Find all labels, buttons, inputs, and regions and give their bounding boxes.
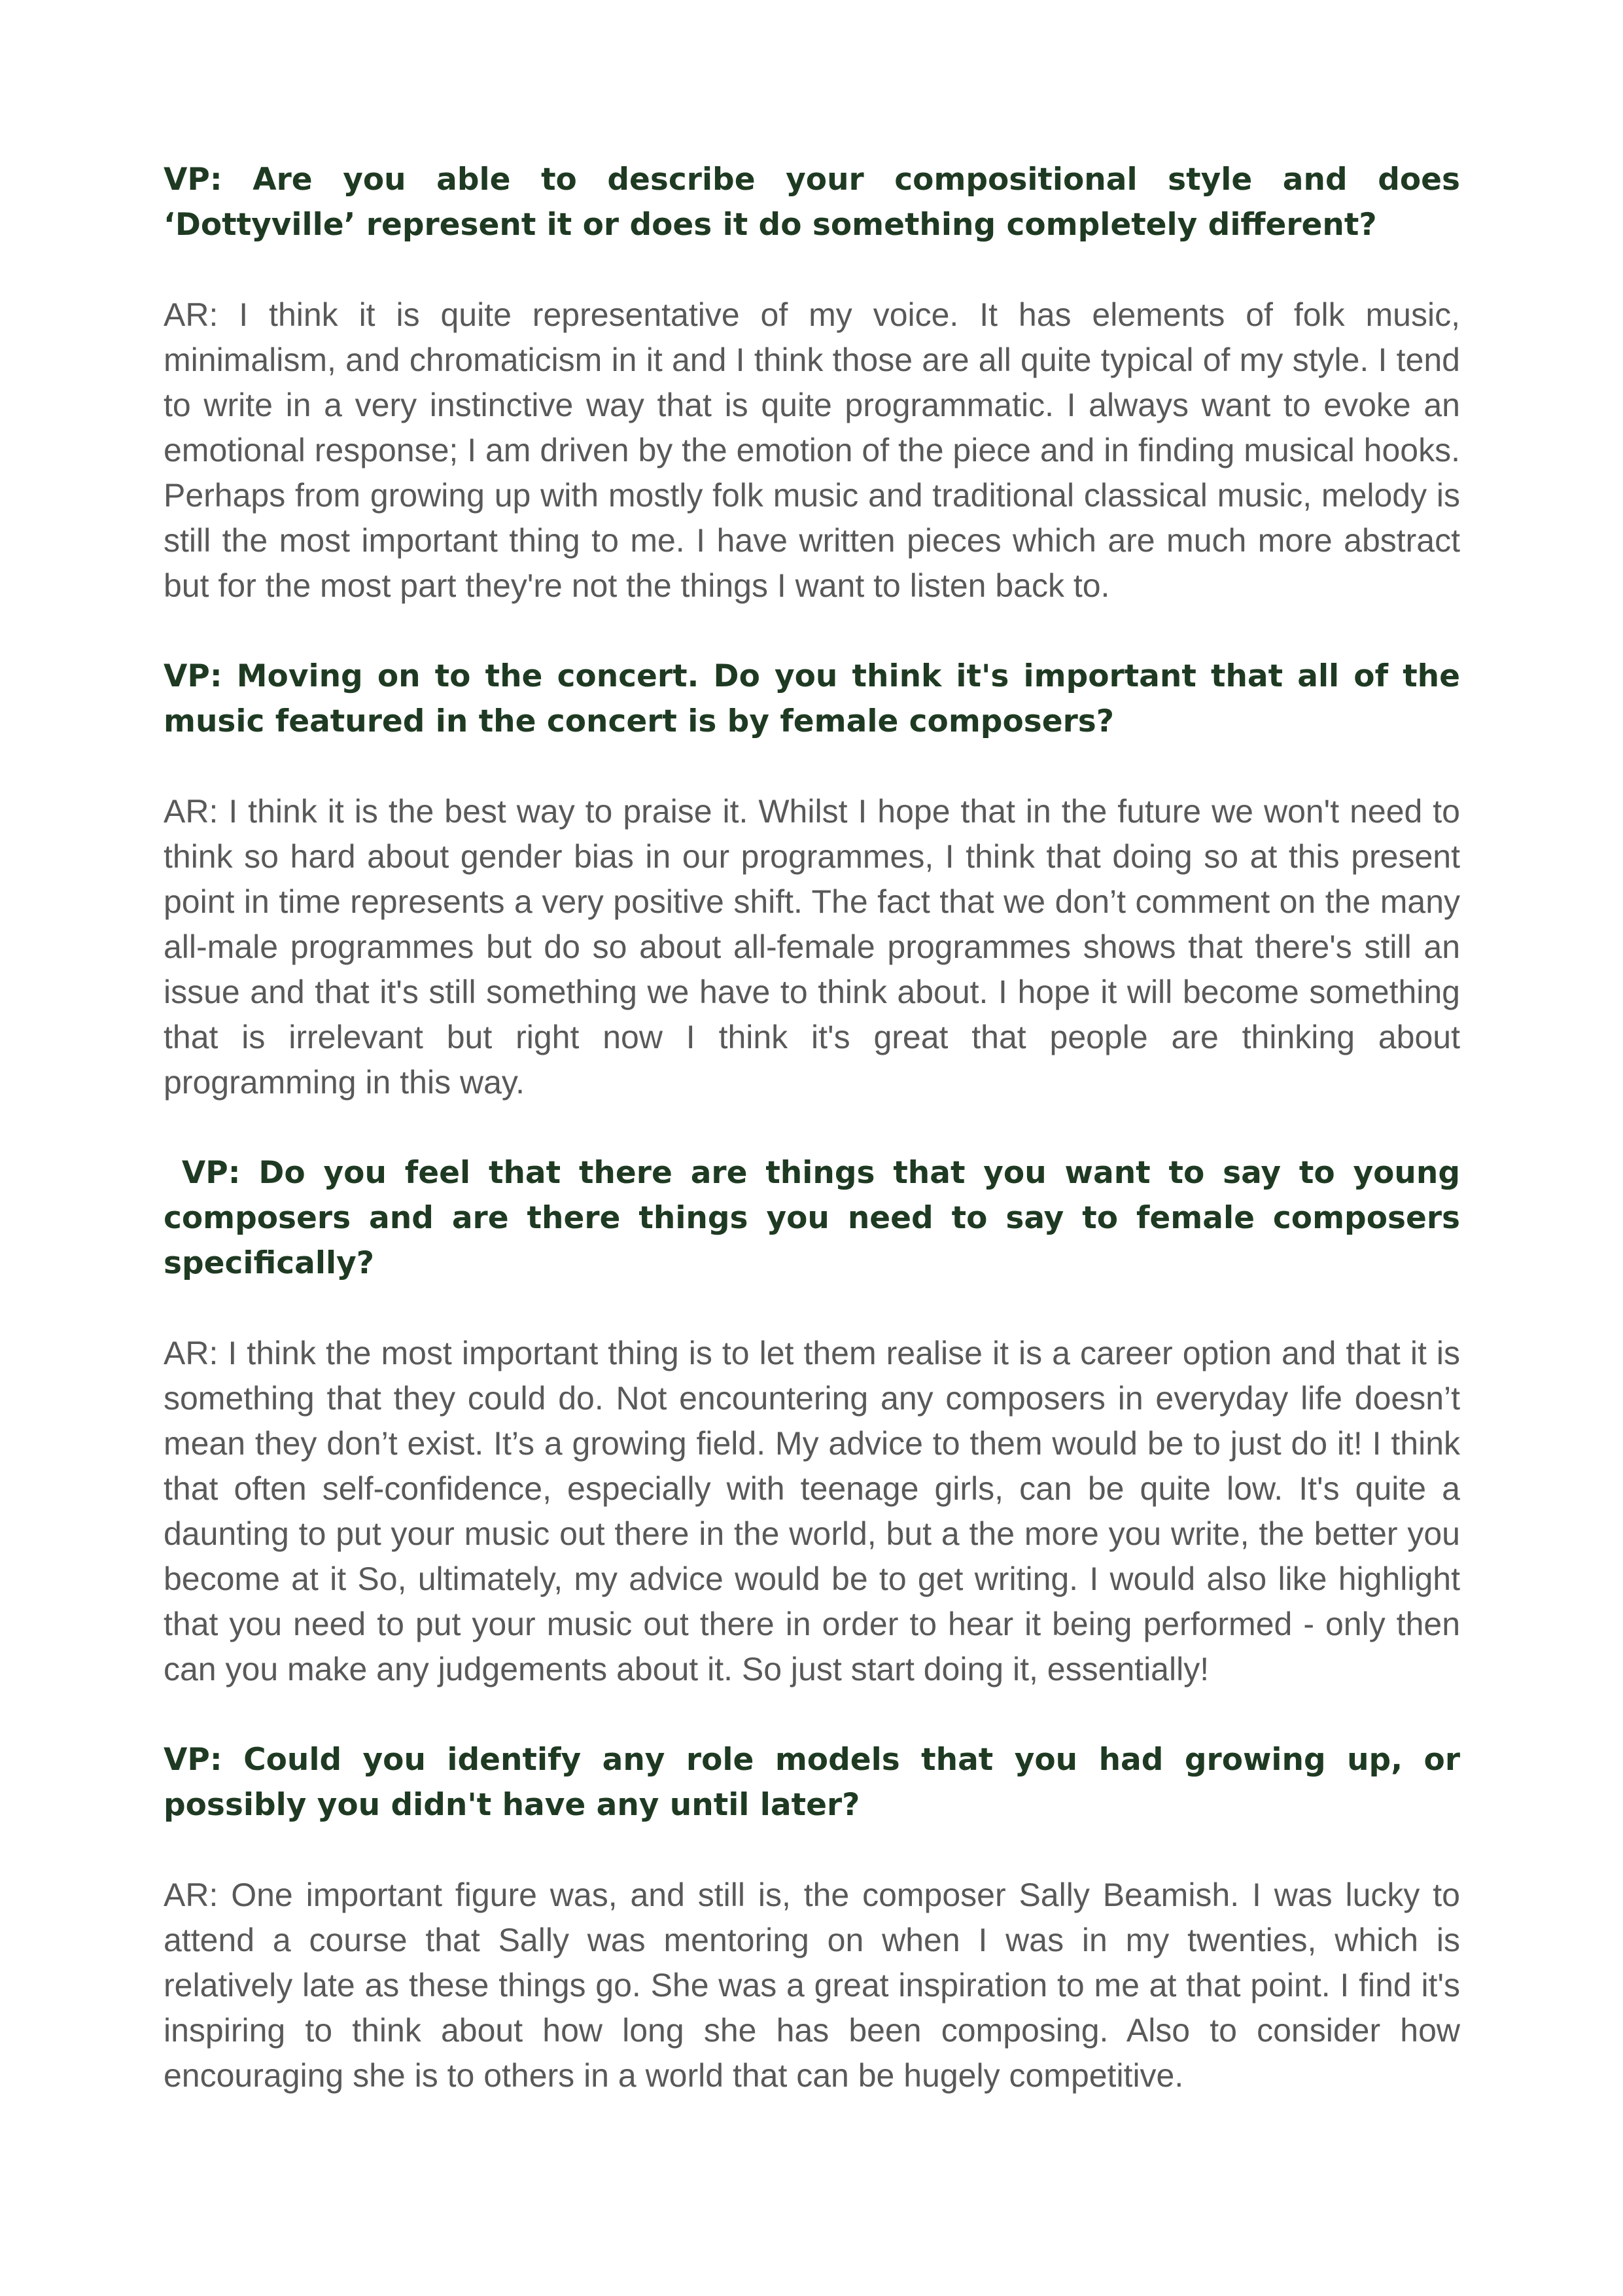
question-2: VP: Moving on to the concert. Do you think it's important that all of the music featured in the concert is by female composers? [164, 658, 1460, 739]
spacer [164, 1692, 1460, 1737]
spacer [164, 744, 1460, 789]
spacer [164, 1105, 1460, 1150]
question-1: VP: Are you able to describe your compositional style and does ‘Dottyville’ represent it or does it do something completely different? [164, 162, 1460, 243]
answer-4: AR: One important figure was, and still is, the composer Sally Beamish. I was lucky to attend a course that Sally was mentoring on when I was in my twenties, which is relatively late as these things go. She was a great inspiration to me at that point. I find it's inspiring to think about how long she has been composing. Also to consider how encouraging she is to others in a world that can be hugely competitive. [164, 1877, 1460, 2094]
answer-1: AR: I think it is quite representative of my voice. It has elements of folk music, minimalism, and chromaticism in it and I think those are all quite typical of my style. I tend to write in a very instinctive way that is quite programmatic. I always want to evoke an emotional response; I am driven by the emotion of the piece and in finding musical hooks. Perhaps from growing up with mostly folk music and traditional classical music, melody is still the most important thing to me. I have written pieces which are much more abstract but for the most part they're not the things I want to listen back to. [164, 296, 1460, 604]
question-4: VP: Could you identify any role models that you had growing up, or possibly you didn't have any until later? [164, 1742, 1460, 1823]
question-3: VP: Do you feel that there are things that you want to say to young composers and are there things you need to say to female composers specifically? [164, 1155, 1471, 1281]
spacer [164, 1286, 1460, 1331]
interview-document [164, 157, 1471, 2098]
spacer [164, 1828, 1460, 1873]
answer-2: AR: I think it is the best way to praise it. Whilst I hope that in the future we won't need to think so hard about gender bias in our programmes, I think that doing so at this present point in time represents a very positive shift. The fact that we don’t comment on the many all-male programmes but do so about all-female programmes shows that there's still an issue and that it's still something we have to think about. I hope it will become something that is irrelevant but right now I think it's great that people are thinking about programming in this way. [164, 793, 1460, 1101]
spacer [164, 247, 1460, 292]
spacer [164, 609, 1460, 654]
answer-3: AR: I think the most important thing is to let them realise it is a career option and that it is something that they could do. Not encountering any composers in everyday life doesn’t mean they don’t exist. It’s a growing field. My advice to them would be to just do it! I think that often self-confidence, especially with teenage girls, can be quite low. It's quite a daunting to put your music out there in the world, but a the more you write, the better you become at it So, ultimately, my advice would be to get writing. I would also like highlight that you need to put your music out there in order to hear it being performed - only then can you make any judgements about it. So just start doing it, essentially! [164, 1335, 1460, 1687]
